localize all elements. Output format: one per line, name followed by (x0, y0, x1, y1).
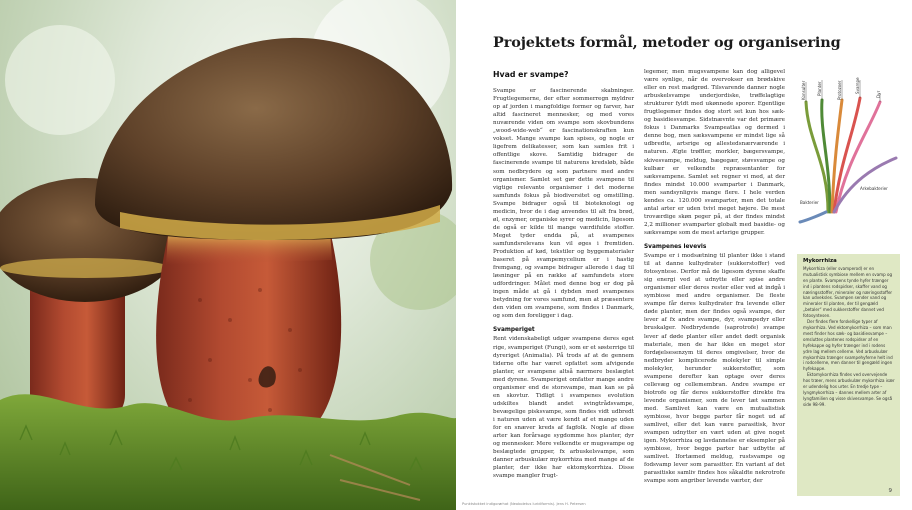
paragraph: Svampe er fascinerende skabninger. Frugtlegemerne, der efter sommerregn myldrer op af jorden i mangfoldige former og farver, har altid fascineret mennesker, og med vores nuværende viden om svampe som skovbundens „wood-wide-web“ er fascinationskraften kun vokset. Mange svampe kan spises, og nogle er ligefrem delikatesser, som kan samles frit i offentlige skove. Samtidig bidrager de fascinerende svampe til naturens kredsløb, både som nedbrydere og som partnere med andre organismer. Samlet set gør dette svampene til vigtige relevante organismer i det moderne samfunds fokus på biodiversitet og omstilling. Svampe bidrager også til bioteknologi og medicin, hvor de i dag anvendes til alt fra brød, øl, enzymer, organiske syrer og medicin, ligesom de også er kilde til mange værdifulde stoffer. Meget tyder endda på, at svampenes samfundsrelevans kun vil øges i fremtiden. Produktion af kød, tekstiler og byggematerialer baseret på svampemycelium er i hastig fremgang, og svampe bidrager allerede i dag til løsninger på en række af samfundets store udfordringer. Målet med denne bog er dog på ingen måde at gå i dybden med svampenes betydning for vores samfund, men at præsentere den viden om svampene, som findes i Danmark, og som den foreligger i dag. (493, 88, 634, 320)
paragraph: Rent videnskabeligt udgør svampene deres eget rige, svamperiget (Fungi), som er et søsterrige til dyreriget (Animalia). På trods af at de gennem tiderne ofte har været opfattet som afvigende planter, er svampene altså nærmere beslægtet med dyrene. Svamperiget omfatter mange andre organismer end de storsvampe, man kan se på en skovtur. Tidligt i svampenes evolution udskiltes blandt andet svingtrådsvampe, bevægelige pisksvampe, som findes vidt udbredt i naturen uden at være kendt af et mange uden for en snæver kreds af fagfolk. Nogle af disse arter kan forårsage sygdomme hos planter, dyr og mennesker. Mere velkendte er mugsvampe og beslægtede grupper, fx arbuskelsvampe, som danner arbuskulær mykorrhiza med mange af de planter, der ikke har ektomykorrhiza. Disse svampe mangler frugt- (493, 336, 634, 480)
text-column-2 (644, 68, 785, 485)
info-box-paragraph: Ektomykorrhiza findes ved overvejende hos træer, mens arbuskulær mykorrhiza især er udendelig hos urter. En tredje type – lyngmykorrhiza – dannes mellem arter af lyngfamilien og visse skivesvampe. Se også side 98-99. (803, 372, 895, 407)
page-title: Projektets formål, metoder og organisering (493, 34, 841, 51)
text-page (456, 0, 912, 510)
tree-branches (798, 62, 902, 232)
section-heading-hvad-er-svampe: Hvad er svampe? (493, 70, 569, 79)
text-column-1 (493, 68, 634, 480)
info-box-heading: Mykorrhiza (803, 258, 837, 264)
tree-label-protozoer: Protozoer (837, 80, 842, 100)
tree-label-svampe: Svampe (855, 77, 860, 94)
info-box-paragraph: Mykorrhiza (eller svamperod) er en mutualistisk symbiose mellem en svamp og en plante. Svampens tynde hyfer trænger ind i plantens rodspidser, skaffer vand og næringsstoffer, mineraler og næringsstoffer kan udveksles. Svampen sender vand og mineraler til planten, der til gengæld „betaler“ med sukkerstoffer dannet ved fotosyntesen. (803, 265, 893, 319)
photo-caption: Punktstokket indigorørhat (Neoboletus luridiformis). Jens H. Petersen (462, 502, 586, 506)
tree-label-planter: Planter (817, 81, 822, 96)
paragraph: Svampe er i modsætning til planter ikke i stand til at danne kulhydrater (sukkerstoffer) ved fotosyntese. Derfor må de ligesom dyrene skaffe sig energi ved at udnytte eller spise andre organismer eller deres rester eller ved at indgå i symbiose med andre organismer. De fleste svampe får deres kulhydrater fra levende eller døde planter, men der findes også svampe, der lever af fx andre svampe, dyr, svampedyr eller bruskalger. Nedbrydende (saprotrofe) svampe lever af døde planter eller andet dødt organisk materiale, men de har ikke en meget stor fordøjelsesenzym til deres omgivelser, hvor de nedbryder komplicerede molekyler til simple molekyler, herunder sukkerstoffer, som svampene derefter kan optage over deres cellevæg og cellemembran. Andre svampe er biotrofe og får deres sukkerstoffer direkte fra levende organismer, som de lever tæt sammen med. Samlivet kan være en mutualistisk symbiose, hvor begge parter får noget ud af samlivet, eller det kan være parasitisk, hvor svampen udnytter en vært uden at give noget igen. Mykorrhiza og lavdannelse er eksempler på symbiose, hvor begge parter har udbytte af samlivet. Ifortæmed meldug, rustsvampe og fodsvamp lever som parasitter. En variant af det parasitiske samliv findes hos såkaldte nekrotrofe svampe som angriber levende værter, der (644, 253, 785, 485)
tree-label-bakterier: Bakterier (800, 200, 819, 205)
paragraph: legemer, men mugsvampene kan dog alligevel være synlige, når de overvokser en brødskive eller en rest madgrød. Tilsvarende danner nogle arbuskelsvampe underjordiske, trøffelagtige strukturer fyldt med ukønnede sporer. Egentlige frugtlegemer findes dog stort set kun hos sæk- og basidiesvampe. Sidstnævnte var det primære fokus i Danmarks Svampeatlas og dermed i denne bog, men sæksvampene er mindst lige så udbredte, artsrige og allestedsnærværende i naturen. Ægte trøffler, morkler, bægersvampe, skivesvampe, meldug, bægegær, støvsvampe og kulbær er velkendte repræsentanter for sæksvampene. Samlet set regner vi med, at der findes mindst 10.000 svamparter i Danmark, men sandsynligvis mange flere. I hele verden kendes ca. 120.000 svamparter, men det totale antal arter er uden tvivl meget højere. De mest troværdige skøn peger på, at der findes mindst 2,2 millioner svamparter globalt med basidie- og sæksvampe som de mest artsrige grupper. (644, 69, 785, 236)
info-box-paragraph: Der findes flere forskellige typer af mykorrhiza. Ved ektomykorrhiza – som man mest finder hos sæk- og basidiesvampe – omsluttes plantenes rodspidser af en hyfekappe og hyfer trænger ind i rodens ydre lag mellem cellerne. Ved arbuskulær mykorrhiza trænger svampehyferne helt ind i rodcellerne, men danner til gengæld ingen hyfekappe. (803, 319, 893, 372)
mykorrhiza-info-box (797, 254, 900, 496)
tree-label-konsulter: Konsulter (801, 80, 806, 100)
section-heading-svampenes-levevis: Svampenes levevis (644, 243, 707, 250)
page-number: 9 (888, 488, 892, 494)
tree-of-life-diagram (798, 62, 902, 232)
section-heading-svamperiget: Svamperiget (493, 327, 535, 334)
tree-label-arkebakterier: Arkebakterier (860, 186, 888, 191)
tree-label-dyr: Dyr (876, 90, 881, 98)
